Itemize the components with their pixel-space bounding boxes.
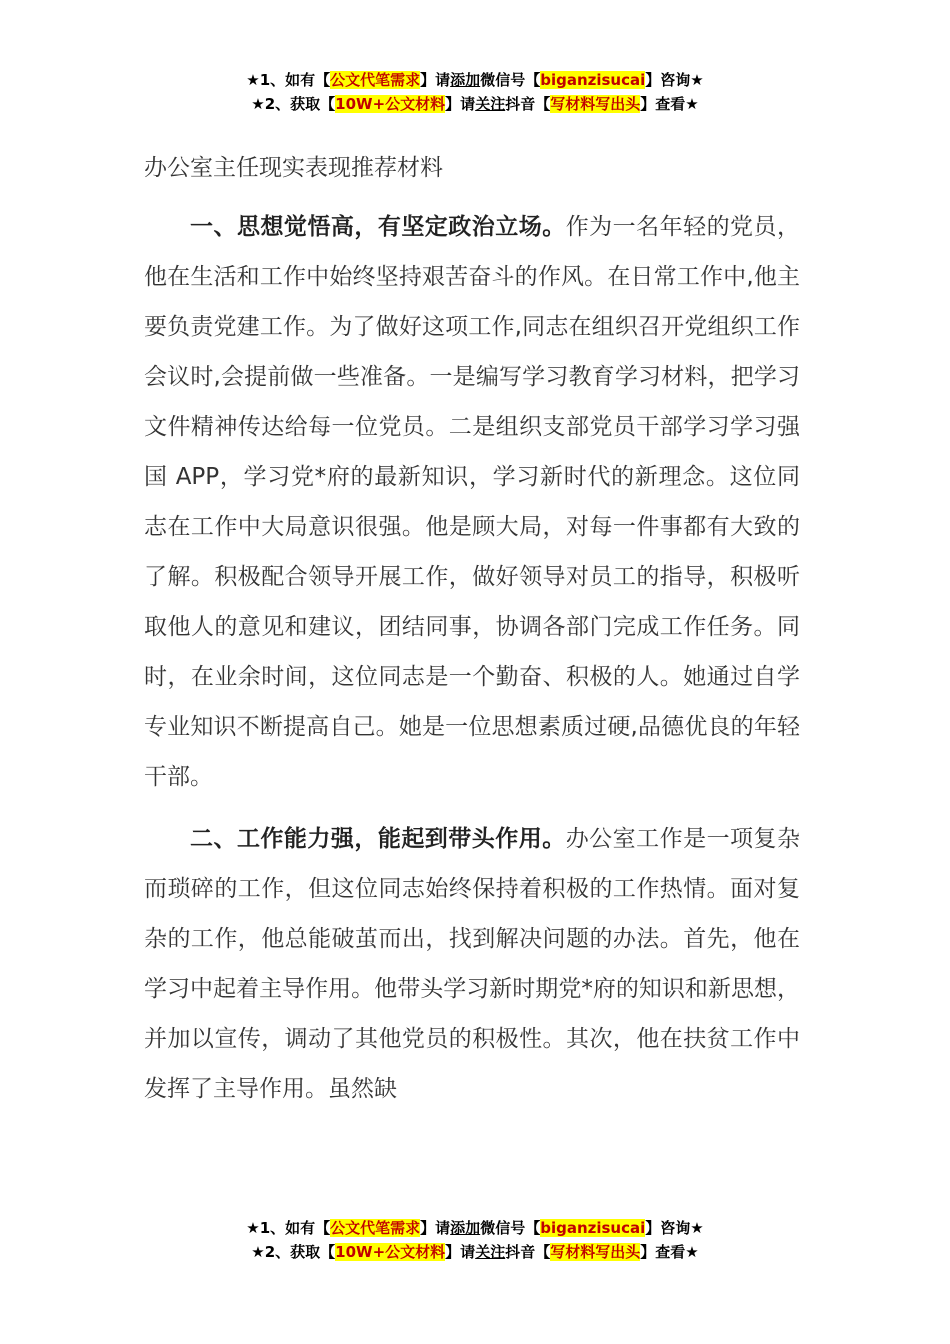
paragraph-heading: 一、思想觉悟高，有坚定政治立场。 — [190, 214, 566, 240]
star-icon: ★ — [251, 95, 265, 113]
highlight-wechat-id: biganzisucai — [540, 1219, 646, 1237]
banner-line-1: ★1、如有【公文代笔需求】请添加微信号【biganzisucai】咨询★ — [246, 1219, 704, 1237]
paragraph-text: 办公室工作是一项复杂而琐碎的工作，但这位同志始终保持着积极的工作热情。面对复杂的工作，他总能破茧而出，找到解决问题的办法。首先，他在学习中起着主导作用。他带头学习新时期党*府的知识和新思想，并加以宣传，调动了其他党员的积极性。其次，他在扶贫工作中发挥了主导作用。虽然缺 — [144, 826, 801, 1102]
banner-line-1: ★1、如有【公文代笔需求】请添加微信号【biganzisucai】咨询★ — [246, 71, 704, 89]
paragraph-text: 作为一名年轻的党员，他在生活和工作中始终坚持艰苦奋斗的作风。在日常工作中,他主要负责党建工作。为了做好这项工作,同志在组织召开党组织工作会议时,会提前做一些准备。一是编写学习教育学习材料，把学习文件精神传达给每一位党员。二是组织支部党员干部学习学习强国 APP，学习党*府的最新知识，学习新时代的新理念。这位同志在工作中大局意识很强。他是顾大局，对每一件事都有大致的了解。积极配合领导开展工作，做好领导对员工的指导，积极听取他人的意见和建议，团结同事，协调各部门完成工作任务。同时，在业余时间，这位同志是一个勤奋、积极的人。她通过自学专业知识不断提高自己。她是一位思想素质过硬,品德优良的年轻干部。 — [144, 214, 801, 790]
highlight-service: 公文代笔需求 — [330, 1219, 421, 1237]
footer-banner — [0, 1216, 950, 1264]
paragraph-1 — [144, 202, 800, 802]
banner-line-2: ★2、获取【10W+公文材料】请关注抖音【写材料写出头】查看★ — [251, 1243, 699, 1261]
header-banner — [0, 68, 950, 116]
paragraph-heading: 二、工作能力强，能起到带头作用。 — [190, 826, 566, 852]
document-body — [144, 146, 800, 1126]
document-title: 办公室主任现实表现推荐材料 — [144, 155, 443, 181]
highlight-materials: 10W+公文材料 — [335, 95, 446, 113]
banner-line-2: ★2、获取【10W+公文材料】请关注抖音【写材料写出头】查看★ — [251, 95, 699, 113]
highlight-materials: 10W+公文材料 — [335, 1243, 446, 1261]
star-icon: ★ — [246, 71, 260, 89]
star-icon: ★ — [685, 1243, 699, 1261]
star-icon: ★ — [246, 1219, 260, 1237]
star-icon: ★ — [685, 95, 699, 113]
star-icon: ★ — [690, 71, 704, 89]
highlight-service: 公文代笔需求 — [330, 71, 421, 89]
star-icon: ★ — [251, 1243, 265, 1261]
highlight-douyin-account: 写材料写出头 — [550, 95, 641, 113]
highlight-wechat-id: biganzisucai — [540, 71, 646, 89]
highlight-douyin-account: 写材料写出头 — [550, 1243, 641, 1261]
paragraph-2 — [144, 814, 800, 1114]
star-icon: ★ — [690, 1219, 704, 1237]
